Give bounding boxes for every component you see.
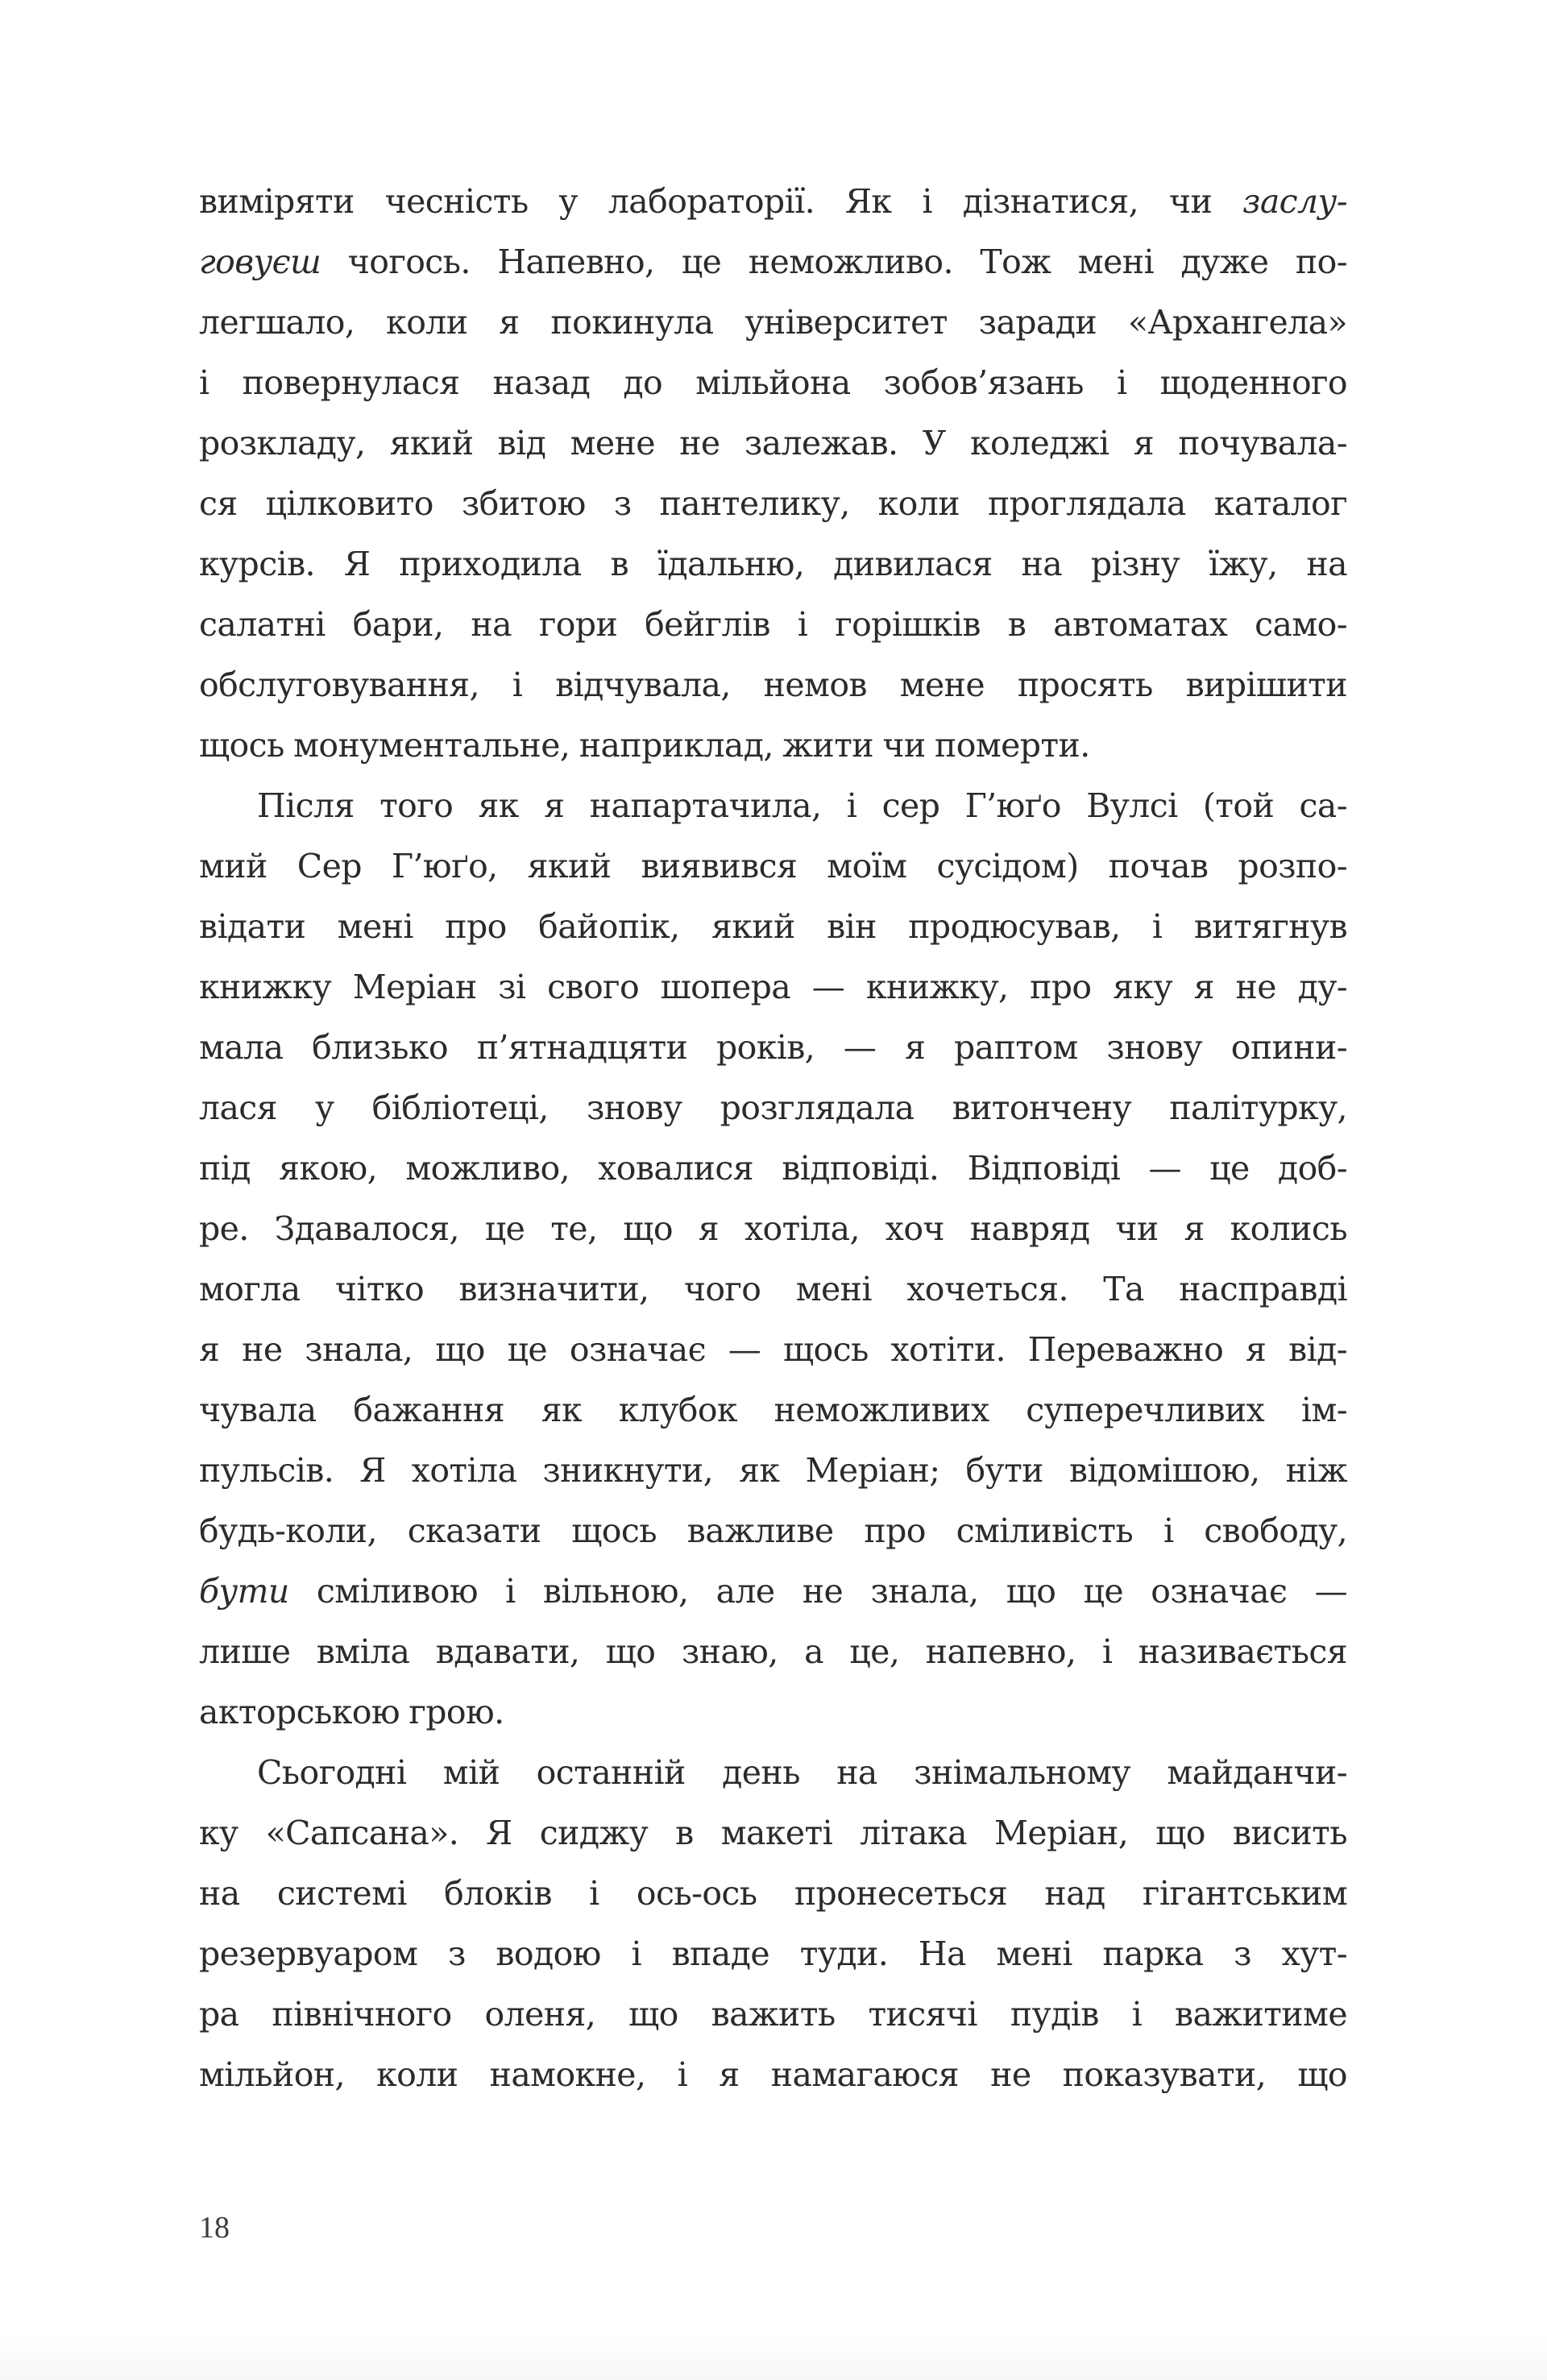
text-line [199,2045,1347,2105]
text-segment: сміливою і вільною, але не знала, що це означає — [288,1572,1347,1611]
text-line [199,1924,1347,1984]
text-segment: під якою, можливо, ховалися відповіді. Відповіді — це доб- [199,1149,1347,1188]
text-segment: ку «Сапсана». Я сиджу в макеті літака Меріан, що висить [199,1814,1347,1852]
text-line [199,1441,1347,1501]
text-segment: мала близько п’ятнадцяти років, — я раптом знову опини- [199,1028,1347,1067]
text-segment: будь-коли, сказати щось важливе про сміливість і свободу, [199,1511,1347,1550]
text-segment: ре. Здавалося, це те, що я хотіла, хоч навряд чи я колись [199,1209,1347,1248]
italic-emphasis: говуєш [199,243,321,281]
paragraph-first-line [199,776,1347,836]
text-line [199,1501,1347,1561]
text-line [199,1803,1347,1864]
text-segment: мий Сер Г’юґо, який виявився моїм сусідом) почав розпо- [199,847,1347,885]
text-line [199,836,1347,897]
text-line [199,655,1347,715]
text-line [199,1320,1347,1380]
text-segment: резервуаром з водою і впаде туди. На мені парка з хут- [199,1934,1347,1973]
text-segment: лася у бібліотеці, знову розглядала витончену палітурку, [199,1088,1347,1127]
text-segment: відати мені про байопік, який він продюсував, і витягнув [199,907,1347,946]
text-line [199,534,1347,595]
text-line [199,292,1347,353]
text-segment: і повернулася назад до мільйона зобов’язань і щоденного [199,363,1347,402]
text-line [199,1078,1347,1138]
text-line [199,1018,1347,1078]
text-line [199,1682,1347,1743]
paragraph-first-line [199,1743,1347,1803]
text-segment: пульсів. Я хотіла зникнути, як Меріан; бути відомішою, ніж [199,1451,1347,1490]
text-segment: курсів. Я приходила в їдальню, дивилася на різну їжу, на [199,545,1347,583]
text-segment: ра північного оленя, що важить тисячі пудів і важитиме [199,1995,1347,2034]
text-segment: ся цілковито збитою з пантелику, коли проглядала каталог [199,484,1347,523]
text-segment: я не знала, що це означає — щось хотіти. Переважно я від- [199,1330,1347,1369]
text-line [199,1864,1347,1924]
text-segment: салатні бари, на гори бейглів і горішків в автоматах само- [199,605,1347,644]
text-line [199,172,1347,232]
page-number: 18 [199,2211,230,2245]
text-segment: лише вміла вдавати, що знаю, а це, напевно, і називається [199,1632,1347,1671]
text-line [199,715,1347,776]
text-line [199,474,1347,534]
text-segment: розкладу, який від мене не залежав. У коледжі я почувала- [199,424,1347,462]
text-line [199,595,1347,655]
text-segment: обслуговування, і відчувала, немов мене просять вирішити [199,665,1347,704]
text-segment: чувала бажання як клубок неможливих суперечливих ім- [199,1391,1347,1429]
text-segment: книжку Меріан зі свого шопера — книжку, про яку я не ду- [199,968,1347,1006]
text-line [199,1622,1347,1682]
italic-emphasis: заслу- [1242,182,1347,221]
text-segment: мільйон, коли намокне, і я намагаюся не показувати, що [199,2055,1347,2094]
text-segment: могла чітко визначити, чого мені хочеться. Та насправді [199,1270,1347,1308]
text-line [199,897,1347,957]
text-line [199,957,1347,1018]
text-line [199,1561,1347,1622]
text-line [199,1380,1347,1441]
text-segment: Після того як я напартачила, і сер Г’юґо Вулсі (той са- [257,786,1347,825]
text-segment: акторською грою. [199,1693,504,1731]
text-segment: щось монументальне, наприклад, жити чи померти. [199,726,1090,765]
body-text [199,172,1347,2105]
text-line [199,1138,1347,1199]
text-line [199,413,1347,474]
text-segment: легшало, коли я покинула університет заради «Архангела» [199,303,1347,342]
italic-emphasis: бути [199,1572,289,1611]
text-segment: виміряти чесність у лабораторії. Як і дізнатися, чи [199,182,1243,221]
text-line [199,1984,1347,2045]
text-line [199,1259,1347,1320]
text-line [199,1199,1347,1259]
text-segment: чогось. Напевно, це неможливо. Тож мені дуже по- [321,243,1347,281]
text-line [199,353,1347,413]
text-segment: Сьогодні мій останній день на знімальному майданчи- [257,1753,1347,1792]
text-segment: на системі блоків і ось-ось пронесеться над гігантським [199,1874,1347,1913]
text-line [199,232,1347,292]
